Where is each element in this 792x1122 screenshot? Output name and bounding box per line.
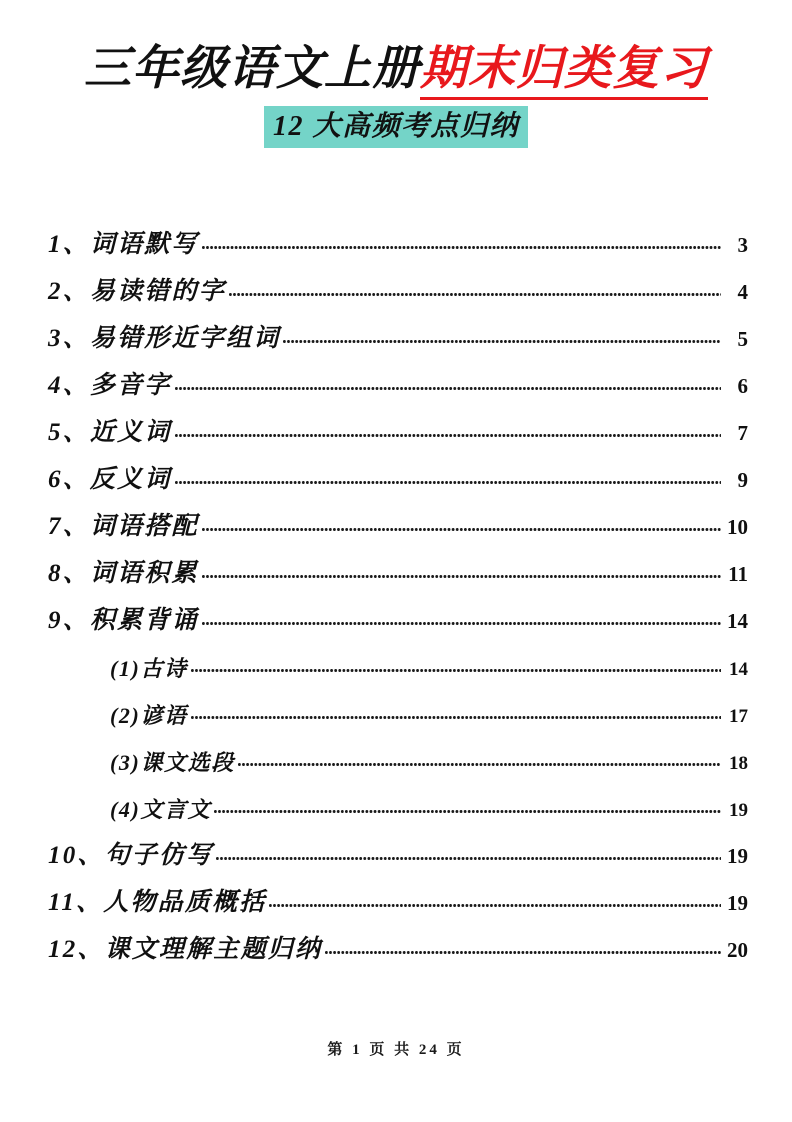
toc-entry-page-number: 6 [737, 374, 748, 398]
toc-entry-label: 8、词语积累 [48, 560, 199, 587]
toc-entry[interactable] [48, 870, 748, 917]
toc-entry-label: 6、反义词 [48, 466, 172, 493]
toc-entry-label: 1、词语默写 [48, 231, 199, 258]
subtitle-banner: 12 大高频考点归纳 [264, 106, 528, 148]
toc-entry-page-number: 19 [727, 844, 748, 868]
page-title [0, 44, 792, 95]
toc-dot-leader [175, 378, 721, 399]
toc-entry-page-number: 14 [727, 609, 748, 633]
table-of-contents [48, 212, 748, 964]
toc-entry-page-number: 17 [729, 706, 748, 727]
toc-entry[interactable] [48, 353, 748, 400]
toc-entry[interactable] [48, 823, 748, 870]
toc-entry[interactable] [48, 917, 748, 964]
footer-page-indicator: 第 1 页 共 24 页 [327, 1042, 465, 1058]
toc-entry-page-number: 7 [737, 421, 748, 445]
toc-entry-page-number: 3 [737, 233, 748, 257]
toc-dot-leader [214, 801, 721, 822]
subtitle-wrapper [0, 106, 792, 148]
toc-entry-label: 3、易错形近字组词 [48, 325, 281, 352]
toc-entry-page-number: 11 [728, 562, 748, 586]
toc-dot-leader [269, 895, 721, 916]
toc-dot-leader [229, 284, 721, 305]
toc-dot-leader [175, 472, 721, 493]
toc-dot-leader [202, 237, 721, 258]
toc-dot-leader [175, 425, 721, 446]
toc-entry-label: 11、人物品质概括 [48, 889, 267, 916]
toc-entry-label: (1)古诗 [110, 656, 188, 681]
toc-dot-leader [191, 707, 721, 728]
toc-dot-leader [216, 848, 721, 869]
toc-entry-page-number: 20 [727, 938, 748, 962]
toc-entry-page-number: 14 [729, 659, 748, 680]
title-block [0, 44, 792, 148]
toc-entry-page-number: 18 [729, 753, 748, 774]
toc-entry[interactable] [48, 306, 748, 353]
toc-entry-label: 7、词语搭配 [48, 513, 199, 540]
toc-dot-leader [191, 660, 721, 681]
toc-entry-page-number: 19 [729, 800, 748, 821]
toc-entry[interactable] [48, 494, 748, 541]
toc-dot-leader [325, 942, 721, 963]
toc-entry-page-number: 9 [737, 468, 748, 492]
toc-dot-leader [202, 613, 721, 634]
toc-entry-label: 10、句子仿写 [48, 842, 214, 869]
toc-entry[interactable] [48, 259, 748, 306]
toc-entry[interactable] [48, 682, 748, 729]
toc-entry-label: 9、积累背诵 [48, 607, 199, 634]
page-footer [0, 1038, 792, 1059]
toc-dot-leader [283, 331, 721, 352]
toc-entry-page-number: 10 [727, 515, 748, 539]
toc-entry[interactable] [48, 588, 748, 635]
toc-entry[interactable] [48, 447, 748, 494]
toc-entry-page-number: 4 [737, 280, 748, 304]
toc-entry-label: (4)文言文 [110, 797, 212, 822]
toc-entry[interactable] [48, 400, 748, 447]
toc-entry-label: 5、近义词 [48, 419, 172, 446]
toc-entry[interactable] [48, 729, 748, 776]
toc-dot-leader [238, 754, 721, 775]
toc-entry[interactable] [48, 776, 748, 823]
toc-entry[interactable] [48, 635, 748, 682]
toc-entry[interactable] [48, 541, 748, 588]
toc-entry-label: 12、课文理解主题归纳 [48, 936, 323, 963]
toc-dot-leader [202, 519, 721, 540]
toc-entry[interactable] [48, 212, 748, 259]
toc-entry-label: (3)课文选段 [110, 750, 235, 775]
toc-entry-page-number: 19 [727, 891, 748, 915]
toc-entry-label: 2、易读错的字 [48, 278, 226, 305]
title-highlight-text: 期末归类复习 [420, 43, 708, 100]
toc-entry-page-number: 5 [737, 327, 748, 351]
toc-dot-leader [202, 566, 721, 587]
toc-entry-label: 4、多音字 [48, 372, 172, 399]
title-subject-text: 三年级语文上册 [84, 43, 420, 95]
toc-entry-label: (2)谚语 [110, 703, 188, 728]
